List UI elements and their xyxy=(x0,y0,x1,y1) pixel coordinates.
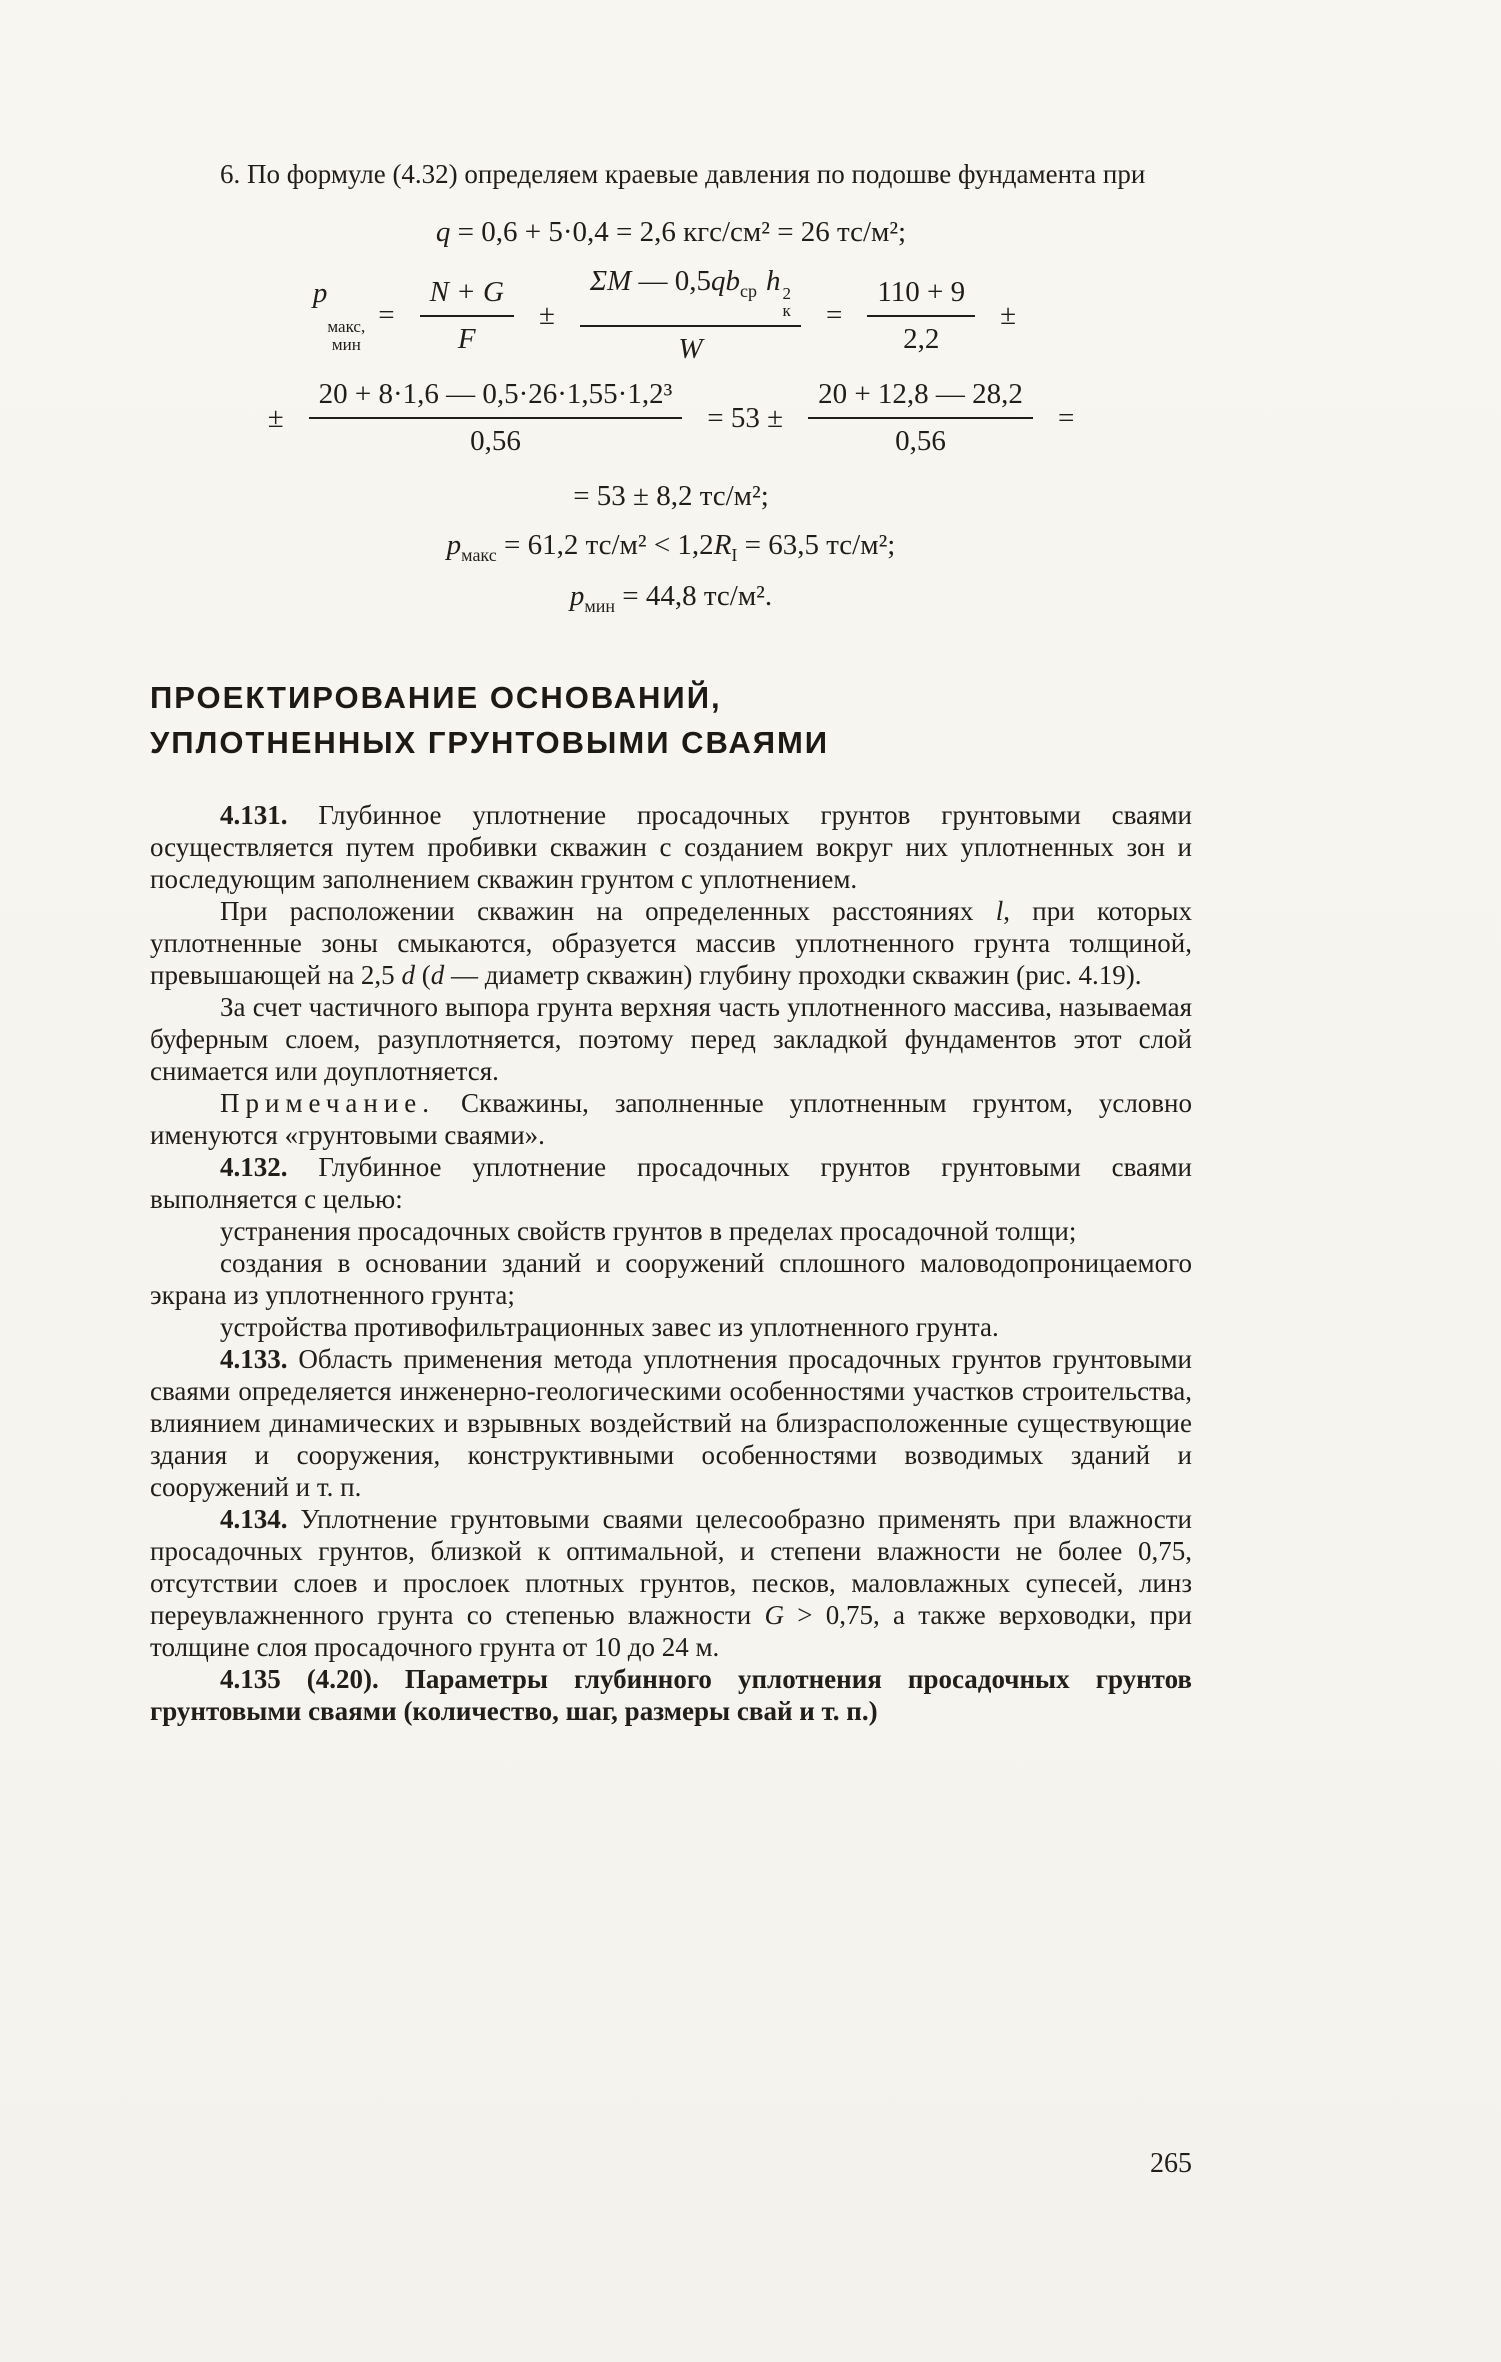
pmax-middle: = 61,2 тс/м² < 1,2 xyxy=(496,529,714,561)
text-segment: > 0,75, а также верховодки, при толщине слоя просадочного грунта от 10 до 24 м. xyxy=(150,1600,1192,1662)
fraction-numerator: 110 + 9 xyxy=(877,275,966,308)
p-max-min-symbol xyxy=(313,277,365,354)
qb-term: qb xyxy=(711,265,741,297)
paragraph xyxy=(150,1503,1192,1663)
p-subscript-stack xyxy=(327,318,365,354)
formula-pmin-value xyxy=(150,580,1192,617)
intro-paragraph: 6. По формуле (4.32) определяем краевые давления по подошве фундамента при xyxy=(220,159,1146,189)
equals-sign: = xyxy=(378,299,395,331)
paragraph xyxy=(150,1343,1192,1503)
fraction-numerator: 20 + 12,8 — 28,2 xyxy=(818,378,1023,410)
text-segment: Уплотнение грунтовыми сваями целесообразно применять при влажности просадочных грунтов, близкой к оптимальной, и степени влажности не более 0,75, отсутствии слоев и прослоек плотных грунтов, песков, маловлажных супесей, линз переувлажненного грунта со степенью влажности xyxy=(150,1504,1192,1630)
h-superscript: 2 xyxy=(782,284,792,303)
paragraph xyxy=(150,1151,1192,1215)
body-paragraphs xyxy=(150,799,1192,1727)
qb-subscript: ср xyxy=(740,281,758,301)
paragraph xyxy=(150,1663,1192,1727)
moment-middle-term: — 0,5 xyxy=(631,265,712,297)
r-subscript: I xyxy=(731,545,738,565)
p-subscript-bottom: мин xyxy=(331,335,361,354)
formula-result xyxy=(150,480,1192,513)
text-segment: l xyxy=(995,896,1004,926)
fraction-numerator: 20 + 8·1,6 — 0,5·26·1,55·1,2³ xyxy=(318,378,673,410)
formula-q-body: = 0,6 + 5·0,4 = 2,6 кгс/см² = 26 тс/м²; xyxy=(450,216,907,248)
page-number: 265 xyxy=(1150,2148,1192,2179)
formula-block xyxy=(150,216,1192,617)
fraction-ng-over-f xyxy=(420,276,514,356)
fraction-moment-over-w xyxy=(580,265,801,366)
fraction-denominator: W xyxy=(580,325,801,366)
h-subscript: к xyxy=(782,301,791,320)
formula-pmax-check xyxy=(150,529,1192,566)
pmax-end: = 63,5 тс/м²; xyxy=(737,529,896,561)
text-segment: устройства противофильтрационных завес из уплотненного грунта. xyxy=(220,1312,999,1342)
plus-minus-sign: ± xyxy=(538,299,555,331)
formula-variable-q: q xyxy=(435,216,451,248)
p-subscript: мин xyxy=(584,596,616,616)
text-segment: 4.134. xyxy=(220,1504,301,1534)
h-term: h xyxy=(766,265,781,297)
text-segment: За счет частичного выпора грунта верхняя часть уплотненного массива, называемая буферным слоем, разуплотняется, поэтому перед закладкой фундаментов этот слой снимается или доуплотняется. xyxy=(150,992,1192,1086)
paragraph xyxy=(150,1311,1192,1343)
equals-53-plus-minus: = 53 ± xyxy=(707,401,784,434)
plus-minus-sign: ± xyxy=(1000,299,1017,331)
paragraph xyxy=(150,799,1192,895)
text-segment: 4.133. xyxy=(220,1344,299,1374)
fraction-numerator: N + G xyxy=(429,275,504,308)
equals-sign: = xyxy=(826,299,843,331)
fraction-110-9-over-22 xyxy=(867,276,975,356)
text-segment: устранения просадочных свойств грунтов в пределах просадочной толщи; xyxy=(220,1216,1077,1246)
page-content xyxy=(150,158,1192,1727)
formula-variable-p: p xyxy=(446,529,462,561)
fraction-denominator: 0,56 xyxy=(808,417,1033,458)
fraction-calc-left xyxy=(309,378,683,458)
heading-line-2: УПЛОТНЕННЫХ ГРУНТОВЫМИ СВАЯМИ xyxy=(150,725,830,760)
text-segment: — диаметр скважин) глубину проходки скважин (рис. 4.19). xyxy=(444,960,1142,990)
text-segment: создания в основании зданий и сооружений сплошного маловодопроницаемого экрана из уплотненного грунта; xyxy=(150,1248,1192,1310)
p-subscript: макс xyxy=(461,545,497,565)
pmin-value: = 44,8 тс/м². xyxy=(615,580,773,612)
text-segment: При расположении скважин на определенных расстояниях xyxy=(220,896,996,926)
p-subscript-top: макс, xyxy=(327,317,366,336)
equals-sign: = xyxy=(1057,401,1075,434)
text-segment: Глубинное уплотнение просадочных грунтов грунтовыми сваями выполняется с целью: xyxy=(150,1152,1192,1214)
formula-pmax-pmin xyxy=(150,265,1192,366)
formula-variable-p: p xyxy=(569,580,585,612)
text-segment: d xyxy=(401,960,415,990)
fraction-denominator: 0,56 xyxy=(309,417,683,458)
paragraph xyxy=(150,1247,1192,1311)
paragraph xyxy=(150,1087,1192,1151)
paragraph xyxy=(150,1215,1192,1247)
text-segment: Глубинное уплотнение просадочных грунтов грунтовыми сваями осуществляется путем пробивки скважин с созданием вокруг них уплотненных зон и последующим заполнением скважин грунтом с уплотнением. xyxy=(150,800,1192,894)
text-segment: Область применения метода уплотнения просадочных грунтов грунтовыми сваями определяется инженерно-геологическими особенностями участков строительства, влиянием динамических и взрывных воздействий на близрасположенные существующие здания и сооружения, конструктивными особенностями возводимых зданий и сооружений и т. п. xyxy=(150,1344,1193,1502)
text-segment: G xyxy=(764,1600,784,1630)
fraction-denominator: 2,2 xyxy=(867,315,975,356)
text-segment: Примечание. xyxy=(220,1088,436,1118)
formula-q xyxy=(150,216,1192,249)
formula-variable-r: R xyxy=(713,529,732,561)
text-segment: Скважины, заполненные уплотненным грунтом, условно именуются «грунтовыми сваями». xyxy=(150,1088,1192,1150)
text-segment: , при которых уплотненные зоны смыкаются, образуется массив уплотненного грунта толщиной, превышающей на 2,5 xyxy=(150,896,1192,990)
formula-variable-p: p xyxy=(312,277,328,309)
paragraph xyxy=(150,991,1192,1087)
text-segment: ( xyxy=(414,960,431,990)
section-heading xyxy=(150,675,1192,765)
text-segment: 4.132. xyxy=(220,1152,319,1182)
fraction-denominator: F xyxy=(420,315,514,356)
result-expression: = 53 ± 8,2 тс/м²; xyxy=(573,480,769,512)
heading-line-1: ПРОЕКТИРОВАНИЕ ОСНОВАНИЙ, xyxy=(150,680,722,715)
text-segment: 4.135 (4.20). Параметры глубинного уплотнения просадочных грунтов грунтовыми сваями (количество, шаг, размеры свай и т. п.) xyxy=(150,1664,1192,1726)
fraction-numerator xyxy=(580,265,801,325)
h-sup-sub-stack xyxy=(783,285,792,319)
fraction-calc-right xyxy=(808,378,1033,458)
text-segment: d xyxy=(430,960,445,990)
paragraph xyxy=(150,895,1192,991)
formula-calculation xyxy=(150,378,1192,458)
sigma-m-term: ΣM xyxy=(589,265,632,297)
text-segment: 4.131. xyxy=(220,800,319,830)
plus-minus-sign: ± xyxy=(267,401,284,434)
